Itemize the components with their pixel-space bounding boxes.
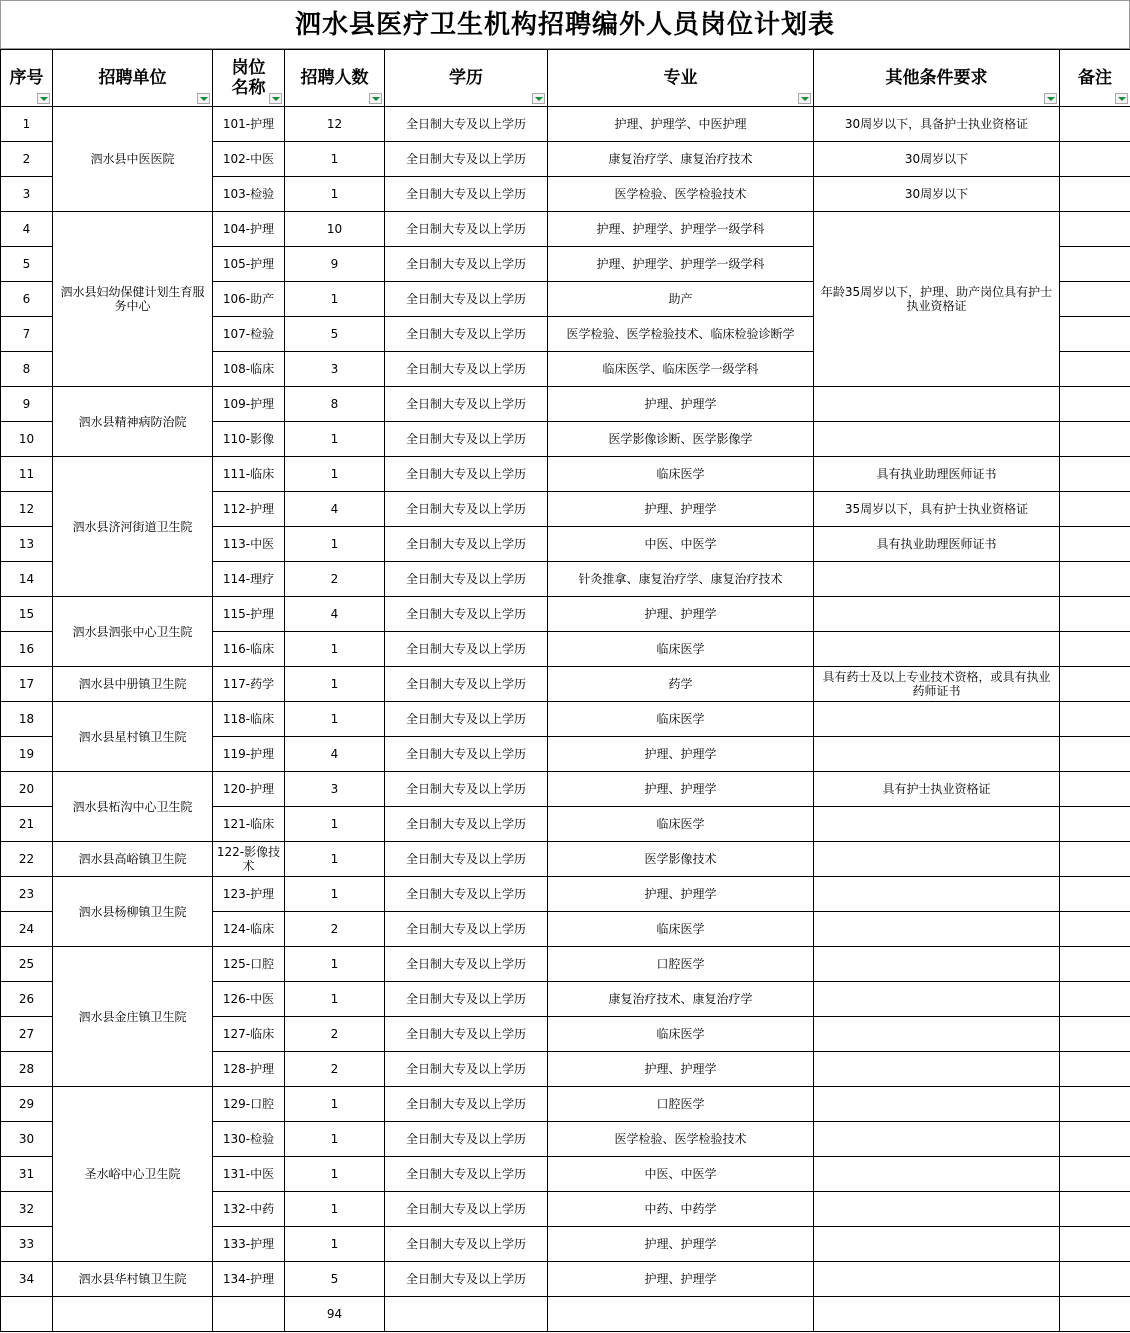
seq-cell[interactable]: 23 bbox=[1, 877, 53, 912]
edu-cell[interactable]: 全日制大专及以上学历 bbox=[385, 1052, 548, 1087]
other-cell[interactable]: 具有执业助理医师证书 bbox=[814, 457, 1060, 492]
post-cell[interactable]: 115-护理 bbox=[213, 597, 285, 632]
unit-cell[interactable]: 泗水县星村镇卫生院 bbox=[53, 702, 213, 772]
edu-cell[interactable]: 全日制大专及以上学历 bbox=[385, 422, 548, 457]
header-unit: 招聘单位 bbox=[53, 50, 213, 107]
filter-dropdown-icon[interactable] bbox=[532, 93, 545, 104]
note-cell[interactable] bbox=[1060, 352, 1130, 387]
note-cell[interactable] bbox=[1060, 177, 1130, 212]
major-cell[interactable]: 临床医学 bbox=[548, 457, 814, 492]
unit-cell[interactable] bbox=[53, 1297, 213, 1332]
note-cell[interactable] bbox=[1060, 947, 1130, 982]
note-cell[interactable] bbox=[1060, 142, 1130, 177]
post-cell[interactable]: 120-护理 bbox=[213, 772, 285, 807]
table-row bbox=[1, 597, 1130, 632]
unit-cell[interactable]: 泗水县金庄镇卫生院 bbox=[53, 947, 213, 1087]
post-cell[interactable]: 116-临床 bbox=[213, 632, 285, 667]
count-cell[interactable]: 1 bbox=[285, 807, 385, 842]
count-cell[interactable]: 1 bbox=[285, 457, 385, 492]
post-cell[interactable]: 104-护理 bbox=[213, 212, 285, 247]
major-cell[interactable]: 护理、护理学 bbox=[548, 597, 814, 632]
filter-dropdown-icon[interactable] bbox=[269, 93, 282, 104]
seq-cell[interactable]: 4 bbox=[1, 212, 53, 247]
count-cell[interactable]: 5 bbox=[285, 1262, 385, 1297]
other-cell[interactable] bbox=[814, 702, 1060, 737]
note-cell[interactable] bbox=[1060, 282, 1130, 317]
seq-cell[interactable]: 26 bbox=[1, 982, 53, 1017]
note-cell[interactable] bbox=[1060, 1157, 1130, 1192]
count-cell[interactable]: 1 bbox=[285, 982, 385, 1017]
unit-cell[interactable]: 泗水县精神病防治院 bbox=[53, 387, 213, 457]
seq-cell[interactable]: 7 bbox=[1, 317, 53, 352]
edu-cell[interactable]: 全日制大专及以上学历 bbox=[385, 982, 548, 1017]
filter-dropdown-icon[interactable] bbox=[197, 93, 210, 104]
table-row bbox=[1, 842, 1130, 877]
seq-cell[interactable]: 9 bbox=[1, 387, 53, 422]
other-cell[interactable]: 年龄35周岁以下，护理、助产岗位具有护士执业资格证 bbox=[814, 212, 1060, 387]
major-cell[interactable]: 临床医学 bbox=[548, 912, 814, 947]
header-seq: 序号 bbox=[1, 50, 53, 107]
header-row bbox=[1, 50, 1130, 107]
edu-cell[interactable]: 全日制大专及以上学历 bbox=[385, 1227, 548, 1262]
seq-cell[interactable]: 14 bbox=[1, 562, 53, 597]
table-body bbox=[1, 107, 1130, 1332]
seq-cell[interactable]: 34 bbox=[1, 1262, 53, 1297]
seq-cell[interactable]: 31 bbox=[1, 1157, 53, 1192]
major-cell[interactable]: 护理、护理学 bbox=[548, 877, 814, 912]
edu-cell[interactable]: 全日制大专及以上学历 bbox=[385, 597, 548, 632]
table-row bbox=[1, 457, 1130, 492]
count-cell[interactable]: 3 bbox=[285, 772, 385, 807]
seq-cell[interactable]: 24 bbox=[1, 912, 53, 947]
header-count: 招聘人数 bbox=[285, 50, 385, 107]
post-cell[interactable]: 102-中医 bbox=[213, 142, 285, 177]
count-cell[interactable]: 1 bbox=[285, 702, 385, 737]
major-cell[interactable]: 医学检验、医学检验技术 bbox=[548, 1122, 814, 1157]
note-cell[interactable] bbox=[1060, 1192, 1130, 1227]
table-row bbox=[1, 107, 1130, 142]
other-cell[interactable] bbox=[814, 1227, 1060, 1262]
post-cell[interactable]: 101-护理 bbox=[213, 107, 285, 142]
unit-cell[interactable]: 泗水县济河街道卫生院 bbox=[53, 457, 213, 597]
post-cell[interactable]: 113-中医 bbox=[213, 527, 285, 562]
note-cell[interactable] bbox=[1060, 702, 1130, 737]
other-cell[interactable] bbox=[814, 632, 1060, 667]
unit-cell[interactable]: 泗水县中医医院 bbox=[53, 107, 213, 212]
edu-cell[interactable]: 全日制大专及以上学历 bbox=[385, 142, 548, 177]
note-cell[interactable] bbox=[1060, 667, 1130, 702]
seq-cell[interactable]: 29 bbox=[1, 1087, 53, 1122]
other-cell[interactable] bbox=[814, 807, 1060, 842]
other-cell[interactable] bbox=[814, 1297, 1060, 1332]
header-other: 其他条件要求 bbox=[814, 50, 1060, 107]
seq-cell[interactable]: 27 bbox=[1, 1017, 53, 1052]
filter-dropdown-icon[interactable] bbox=[37, 93, 50, 104]
major-cell[interactable] bbox=[548, 1297, 814, 1332]
seq-cell[interactable]: 3 bbox=[1, 177, 53, 212]
seq-cell[interactable]: 12 bbox=[1, 492, 53, 527]
note-cell[interactable] bbox=[1060, 982, 1130, 1017]
major-cell[interactable]: 护理、护理学 bbox=[548, 1052, 814, 1087]
post-cell[interactable]: 114-理疗 bbox=[213, 562, 285, 597]
seq-cell[interactable]: 5 bbox=[1, 247, 53, 282]
other-cell[interactable] bbox=[814, 947, 1060, 982]
count-cell[interactable]: 12 bbox=[285, 107, 385, 142]
seq-cell[interactable]: 21 bbox=[1, 807, 53, 842]
post-cell[interactable]: 128-护理 bbox=[213, 1052, 285, 1087]
major-cell[interactable]: 护理、护理学 bbox=[548, 492, 814, 527]
post-cell[interactable]: 126-中医 bbox=[213, 982, 285, 1017]
other-cell[interactable] bbox=[814, 737, 1060, 772]
table-row bbox=[1, 947, 1130, 982]
unit-cell[interactable]: 泗水县泗张中心卫生院 bbox=[53, 597, 213, 667]
major-cell[interactable]: 护理、护理学 bbox=[548, 1262, 814, 1297]
note-cell[interactable] bbox=[1060, 1017, 1130, 1052]
post-cell[interactable]: 127-临床 bbox=[213, 1017, 285, 1052]
table-row bbox=[1, 1262, 1130, 1297]
edu-cell[interactable]: 全日制大专及以上学历 bbox=[385, 1087, 548, 1122]
edu-cell[interactable] bbox=[385, 1297, 548, 1332]
other-cell[interactable]: 30周岁以下，具备护士执业资格证 bbox=[814, 107, 1060, 142]
other-cell[interactable]: 30周岁以下 bbox=[814, 177, 1060, 212]
note-cell[interactable] bbox=[1060, 527, 1130, 562]
count-cell[interactable]: 1 bbox=[285, 1192, 385, 1227]
edu-cell[interactable]: 全日制大专及以上学历 bbox=[385, 737, 548, 772]
count-cell[interactable]: 1 bbox=[285, 1122, 385, 1157]
other-cell[interactable] bbox=[814, 842, 1060, 877]
major-cell[interactable]: 临床医学 bbox=[548, 702, 814, 737]
count-cell[interactable]: 4 bbox=[285, 492, 385, 527]
other-cell[interactable] bbox=[814, 877, 1060, 912]
other-cell[interactable] bbox=[814, 387, 1060, 422]
post-cell[interactable]: 106-助产 bbox=[213, 282, 285, 317]
post-cell[interactable]: 131-中医 bbox=[213, 1157, 285, 1192]
post-cell[interactable]: 125-口腔 bbox=[213, 947, 285, 982]
edu-cell[interactable]: 全日制大专及以上学历 bbox=[385, 1192, 548, 1227]
filter-dropdown-icon[interactable] bbox=[1115, 93, 1128, 104]
other-cell[interactable]: 35周岁以下，具有护士执业资格证 bbox=[814, 492, 1060, 527]
edu-cell[interactable]: 全日制大专及以上学历 bbox=[385, 1262, 548, 1297]
other-cell[interactable] bbox=[814, 1192, 1060, 1227]
count-cell[interactable]: 1 bbox=[285, 632, 385, 667]
post-cell[interactable]: 134-护理 bbox=[213, 1262, 285, 1297]
edu-cell[interactable]: 全日制大专及以上学历 bbox=[385, 247, 548, 282]
post-cell[interactable]: 109-护理 bbox=[213, 387, 285, 422]
post-cell[interactable]: 133-护理 bbox=[213, 1227, 285, 1262]
edu-cell[interactable]: 全日制大专及以上学历 bbox=[385, 212, 548, 247]
unit-cell[interactable]: 泗水县中册镇卫生院 bbox=[53, 667, 213, 702]
seq-cell[interactable]: 19 bbox=[1, 737, 53, 772]
unit-cell[interactable]: 泗水县杨柳镇卫生院 bbox=[53, 877, 213, 947]
note-cell[interactable] bbox=[1060, 1227, 1130, 1262]
table-row bbox=[1, 702, 1130, 737]
post-cell[interactable]: 122-影像技术 bbox=[213, 842, 285, 877]
major-cell[interactable]: 临床医学 bbox=[548, 1017, 814, 1052]
other-cell[interactable] bbox=[814, 912, 1060, 947]
count-cell[interactable]: 1 bbox=[285, 142, 385, 177]
note-cell[interactable] bbox=[1060, 737, 1130, 772]
other-cell[interactable]: 30周岁以下 bbox=[814, 142, 1060, 177]
major-cell[interactable]: 护理、护理学、护理学一级学科 bbox=[548, 247, 814, 282]
seq-cell[interactable] bbox=[1, 1297, 53, 1332]
unit-cell[interactable]: 泗水县妇幼保健计划生育服务中心 bbox=[53, 212, 213, 387]
edu-cell[interactable]: 全日制大专及以上学历 bbox=[385, 702, 548, 737]
count-cell[interactable]: 2 bbox=[285, 912, 385, 947]
count-cell[interactable]: 10 bbox=[285, 212, 385, 247]
filter-dropdown-icon[interactable] bbox=[369, 93, 382, 104]
major-cell[interactable]: 医学影像技术 bbox=[548, 842, 814, 877]
seq-cell[interactable]: 18 bbox=[1, 702, 53, 737]
post-cell[interactable]: 105-护理 bbox=[213, 247, 285, 282]
edu-cell[interactable]: 全日制大专及以上学历 bbox=[385, 527, 548, 562]
major-cell[interactable]: 医学检验、医学检验技术、临床检验诊断学 bbox=[548, 317, 814, 352]
note-cell[interactable] bbox=[1060, 1262, 1130, 1297]
major-cell[interactable]: 护理、护理学 bbox=[548, 1227, 814, 1262]
major-cell[interactable]: 中医、中医学 bbox=[548, 1157, 814, 1192]
filter-dropdown-icon[interactable] bbox=[1044, 93, 1057, 104]
edu-cell[interactable]: 全日制大专及以上学历 bbox=[385, 842, 548, 877]
post-cell[interactable]: 110-影像 bbox=[213, 422, 285, 457]
edu-cell[interactable]: 全日制大专及以上学历 bbox=[385, 632, 548, 667]
edu-cell[interactable]: 全日制大专及以上学历 bbox=[385, 1157, 548, 1192]
table-row bbox=[1, 667, 1130, 702]
count-cell[interactable]: 1 bbox=[285, 1157, 385, 1192]
major-cell[interactable]: 助产 bbox=[548, 282, 814, 317]
post-cell[interactable]: 132-中药 bbox=[213, 1192, 285, 1227]
other-cell[interactable]: 具有护士执业资格证 bbox=[814, 772, 1060, 807]
note-cell[interactable] bbox=[1060, 492, 1130, 527]
edu-cell[interactable]: 全日制大专及以上学历 bbox=[385, 947, 548, 982]
note-cell[interactable] bbox=[1060, 422, 1130, 457]
note-cell[interactable] bbox=[1060, 107, 1130, 142]
edu-cell[interactable]: 全日制大专及以上学历 bbox=[385, 492, 548, 527]
other-cell[interactable] bbox=[814, 562, 1060, 597]
seq-cell[interactable]: 13 bbox=[1, 527, 53, 562]
seq-cell[interactable]: 16 bbox=[1, 632, 53, 667]
unit-cell[interactable]: 泗水县华村镇卫生院 bbox=[53, 1262, 213, 1297]
seq-cell[interactable]: 28 bbox=[1, 1052, 53, 1087]
unit-cell[interactable]: 泗水县高峪镇卫生院 bbox=[53, 842, 213, 877]
edu-cell[interactable]: 全日制大专及以上学历 bbox=[385, 352, 548, 387]
post-cell[interactable]: 123-护理 bbox=[213, 877, 285, 912]
note-cell[interactable] bbox=[1060, 842, 1130, 877]
post-cell[interactable]: 130-检验 bbox=[213, 1122, 285, 1157]
major-cell[interactable]: 护理、护理学、中医护理 bbox=[548, 107, 814, 142]
edu-cell[interactable]: 全日制大专及以上学历 bbox=[385, 1122, 548, 1157]
seq-cell[interactable]: 17 bbox=[1, 667, 53, 702]
header-major: 专业 bbox=[548, 50, 814, 107]
page-title: 泗水县医疗卫生机构招聘编外人员岗位计划表 bbox=[0, 0, 1130, 49]
count-cell[interactable]: 1 bbox=[285, 177, 385, 212]
count-cell[interactable]: 2 bbox=[285, 562, 385, 597]
count-cell[interactable]: 1 bbox=[285, 282, 385, 317]
other-cell[interactable] bbox=[814, 982, 1060, 1017]
unit-cell[interactable]: 泗水县柘沟中心卫生院 bbox=[53, 772, 213, 842]
edu-cell[interactable]: 全日制大专及以上学历 bbox=[385, 317, 548, 352]
major-cell[interactable]: 中医、中医学 bbox=[548, 527, 814, 562]
edu-cell[interactable]: 全日制大专及以上学历 bbox=[385, 912, 548, 947]
note-cell[interactable] bbox=[1060, 212, 1130, 247]
major-cell[interactable]: 临床医学 bbox=[548, 807, 814, 842]
unit-cell[interactable]: 圣水峪中心卫生院 bbox=[53, 1087, 213, 1262]
recruitment-table bbox=[0, 49, 1130, 1332]
count-cell[interactable]: 1 bbox=[285, 877, 385, 912]
major-cell[interactable]: 药学 bbox=[548, 667, 814, 702]
other-cell[interactable] bbox=[814, 597, 1060, 632]
note-cell[interactable] bbox=[1060, 247, 1130, 282]
post-cell[interactable]: 107-检验 bbox=[213, 317, 285, 352]
other-cell[interactable] bbox=[814, 1017, 1060, 1052]
major-cell[interactable]: 中药、中药学 bbox=[548, 1192, 814, 1227]
note-cell[interactable] bbox=[1060, 912, 1130, 947]
count-cell[interactable]: 1 bbox=[285, 842, 385, 877]
total-count-cell[interactable]: 94 bbox=[285, 1297, 385, 1332]
header-edu: 学历 bbox=[385, 50, 548, 107]
edu-cell[interactable]: 全日制大专及以上学历 bbox=[385, 807, 548, 842]
table-row bbox=[1, 387, 1130, 422]
note-cell[interactable] bbox=[1060, 597, 1130, 632]
other-cell[interactable] bbox=[814, 1052, 1060, 1087]
count-cell[interactable]: 1 bbox=[285, 947, 385, 982]
major-cell[interactable]: 康复治疗学、康复治疗技术 bbox=[548, 142, 814, 177]
other-cell[interactable] bbox=[814, 1262, 1060, 1297]
post-cell[interactable]: 103-检验 bbox=[213, 177, 285, 212]
other-cell[interactable] bbox=[814, 1157, 1060, 1192]
table-row bbox=[1, 772, 1130, 807]
major-cell[interactable]: 医学影像诊断、医学影像学 bbox=[548, 422, 814, 457]
note-cell[interactable] bbox=[1060, 1297, 1130, 1332]
header-note: 备注 bbox=[1060, 50, 1130, 107]
edu-cell[interactable]: 全日制大专及以上学历 bbox=[385, 457, 548, 492]
edu-cell[interactable]: 全日制大专及以上学历 bbox=[385, 772, 548, 807]
major-cell[interactable]: 护理、护理学 bbox=[548, 387, 814, 422]
table-row bbox=[1, 212, 1130, 247]
count-cell[interactable]: 9 bbox=[285, 247, 385, 282]
major-cell[interactable]: 针灸推拿、康复治疗学、康复治疗技术 bbox=[548, 562, 814, 597]
count-cell[interactable]: 1 bbox=[285, 667, 385, 702]
post-cell[interactable]: 117-药学 bbox=[213, 667, 285, 702]
table-row bbox=[1, 1087, 1130, 1122]
filter-dropdown-icon[interactable] bbox=[798, 93, 811, 104]
note-cell[interactable] bbox=[1060, 807, 1130, 842]
count-cell[interactable]: 8 bbox=[285, 387, 385, 422]
count-cell[interactable]: 1 bbox=[285, 1227, 385, 1262]
note-cell[interactable] bbox=[1060, 772, 1130, 807]
note-cell[interactable] bbox=[1060, 387, 1130, 422]
major-cell[interactable]: 护理、护理学 bbox=[548, 737, 814, 772]
count-cell[interactable]: 2 bbox=[285, 1052, 385, 1087]
note-cell[interactable] bbox=[1060, 457, 1130, 492]
seq-cell[interactable]: 11 bbox=[1, 457, 53, 492]
major-cell[interactable]: 医学检验、医学检验技术 bbox=[548, 177, 814, 212]
seq-cell[interactable]: 22 bbox=[1, 842, 53, 877]
count-cell[interactable]: 4 bbox=[285, 737, 385, 772]
note-cell[interactable] bbox=[1060, 632, 1130, 667]
seq-cell[interactable]: 32 bbox=[1, 1192, 53, 1227]
count-cell[interactable]: 1 bbox=[285, 422, 385, 457]
post-cell[interactable]: 124-临床 bbox=[213, 912, 285, 947]
table-row bbox=[1, 877, 1130, 912]
note-cell[interactable] bbox=[1060, 562, 1130, 597]
major-cell[interactable]: 口腔医学 bbox=[548, 1087, 814, 1122]
total-row bbox=[1, 1297, 1130, 1332]
edu-cell[interactable]: 全日制大专及以上学历 bbox=[385, 387, 548, 422]
major-cell[interactable]: 康复治疗技术、康复治疗学 bbox=[548, 982, 814, 1017]
post-cell[interactable]: 108-临床 bbox=[213, 352, 285, 387]
seq-cell[interactable]: 2 bbox=[1, 142, 53, 177]
edu-cell[interactable]: 全日制大专及以上学历 bbox=[385, 282, 548, 317]
major-cell[interactable]: 护理、护理学 bbox=[548, 772, 814, 807]
note-cell[interactable] bbox=[1060, 317, 1130, 352]
edu-cell[interactable]: 全日制大专及以上学历 bbox=[385, 1017, 548, 1052]
header-post: 岗位 名称 bbox=[213, 50, 285, 107]
count-cell[interactable]: 3 bbox=[285, 352, 385, 387]
post-cell[interactable]: 111-临床 bbox=[213, 457, 285, 492]
seq-cell[interactable]: 25 bbox=[1, 947, 53, 982]
other-cell[interactable]: 具有药士及以上专业技术资格，或具有执业药师证书 bbox=[814, 667, 1060, 702]
major-cell[interactable]: 临床医学 bbox=[548, 632, 814, 667]
post-cell[interactable]: 112-护理 bbox=[213, 492, 285, 527]
count-cell[interactable]: 4 bbox=[285, 597, 385, 632]
edu-cell[interactable]: 全日制大专及以上学历 bbox=[385, 562, 548, 597]
note-cell[interactable] bbox=[1060, 1052, 1130, 1087]
post-cell[interactable]: 119-护理 bbox=[213, 737, 285, 772]
other-cell[interactable] bbox=[814, 1087, 1060, 1122]
edu-cell[interactable]: 全日制大专及以上学历 bbox=[385, 667, 548, 702]
post-cell[interactable] bbox=[213, 1297, 285, 1332]
count-cell[interactable]: 1 bbox=[285, 527, 385, 562]
seq-cell[interactable]: 15 bbox=[1, 597, 53, 632]
major-cell[interactable]: 护理、护理学、护理学一级学科 bbox=[548, 212, 814, 247]
seq-cell[interactable]: 1 bbox=[1, 107, 53, 142]
post-cell[interactable]: 129-口腔 bbox=[213, 1087, 285, 1122]
post-cell[interactable]: 121-临床 bbox=[213, 807, 285, 842]
seq-cell[interactable]: 20 bbox=[1, 772, 53, 807]
edu-cell[interactable]: 全日制大专及以上学历 bbox=[385, 877, 548, 912]
seq-cell[interactable]: 10 bbox=[1, 422, 53, 457]
major-cell[interactable]: 口腔医学 bbox=[548, 947, 814, 982]
seq-cell[interactable]: 33 bbox=[1, 1227, 53, 1262]
other-cell[interactable] bbox=[814, 422, 1060, 457]
note-cell[interactable] bbox=[1060, 1122, 1130, 1157]
note-cell[interactable] bbox=[1060, 1087, 1130, 1122]
other-cell[interactable] bbox=[814, 1122, 1060, 1157]
count-cell[interactable]: 5 bbox=[285, 317, 385, 352]
note-cell[interactable] bbox=[1060, 877, 1130, 912]
other-cell[interactable]: 具有执业助理医师证书 bbox=[814, 527, 1060, 562]
edu-cell[interactable]: 全日制大专及以上学历 bbox=[385, 107, 548, 142]
edu-cell[interactable]: 全日制大专及以上学历 bbox=[385, 177, 548, 212]
major-cell[interactable]: 临床医学、临床医学一级学科 bbox=[548, 352, 814, 387]
count-cell[interactable]: 1 bbox=[285, 1087, 385, 1122]
count-cell[interactable]: 2 bbox=[285, 1017, 385, 1052]
seq-cell[interactable]: 30 bbox=[1, 1122, 53, 1157]
seq-cell[interactable]: 6 bbox=[1, 282, 53, 317]
post-cell[interactable]: 118-临床 bbox=[213, 702, 285, 737]
seq-cell[interactable]: 8 bbox=[1, 352, 53, 387]
